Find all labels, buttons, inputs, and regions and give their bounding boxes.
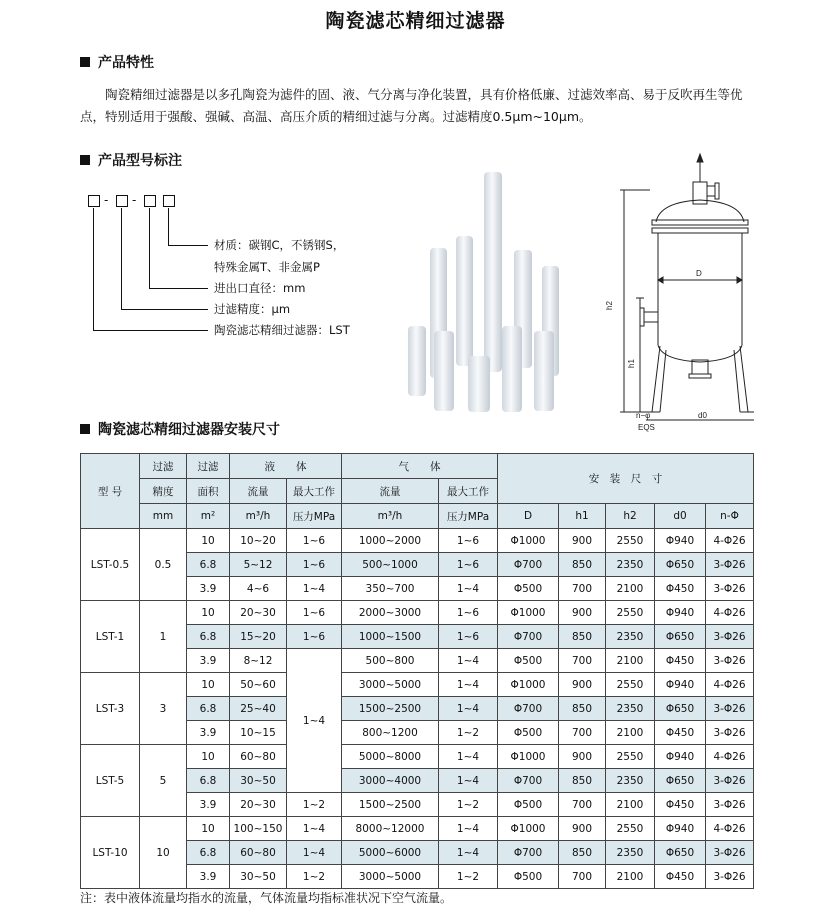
legend-label: 进出口直径：mm xyxy=(214,281,306,295)
cell-gflow: 1500~2500 xyxy=(342,697,439,721)
leader-line xyxy=(121,208,122,309)
header-liquid-pressure-unit: 压力MPa xyxy=(287,504,342,529)
cell-gp: 1~6 xyxy=(439,529,498,553)
cell-gflow: 8000~12000 xyxy=(342,817,439,841)
cell-n: 3-Φ26 xyxy=(706,625,754,649)
cell-lflow: 15~20 xyxy=(230,625,287,649)
model-code-legend xyxy=(88,195,388,340)
cell-h2: 2550 xyxy=(606,745,655,769)
section-heading-text: 产品特性 xyxy=(98,55,154,71)
cell-n: 3-Φ26 xyxy=(706,721,754,745)
header-precision-unit: mm xyxy=(140,504,187,529)
cell-area: 3.9 xyxy=(187,865,230,889)
section-heading-text: 产品型号标注 xyxy=(98,153,182,169)
cell-n: 4-Φ26 xyxy=(706,817,754,841)
cell-d0: Φ450 xyxy=(655,793,706,817)
cell-gflow: 800~1200 xyxy=(342,721,439,745)
header-gas: 气 体 xyxy=(342,454,498,479)
section-heading-text: 陶瓷滤芯精细过滤器安装尺寸 xyxy=(98,422,280,438)
cell-n: 3-Φ26 xyxy=(706,697,754,721)
cell-lp: 1~6 xyxy=(287,601,342,625)
cell-h1: 700 xyxy=(559,721,606,745)
filter-housing-drawing xyxy=(600,150,770,440)
cell-h2: 2350 xyxy=(606,841,655,865)
cell-area: 10 xyxy=(187,817,230,841)
cell-lflow: 10~20 xyxy=(230,529,287,553)
header-d0: d0 xyxy=(655,504,706,529)
leader-line xyxy=(168,245,208,246)
cell-model: LST-10 xyxy=(81,817,140,889)
cell-n: 3-Φ26 xyxy=(706,865,754,889)
leader-line xyxy=(93,330,208,331)
cell-h1: 700 xyxy=(559,865,606,889)
cell-D: Φ500 xyxy=(498,649,559,673)
cell-gp: 1~2 xyxy=(439,793,498,817)
header-area-unit: m² xyxy=(187,504,230,529)
cell-h2: 2100 xyxy=(606,577,655,601)
header-h1: h1 xyxy=(559,504,606,529)
cell-D: Φ500 xyxy=(498,793,559,817)
leader-line xyxy=(93,208,94,330)
cell-area: 10 xyxy=(187,601,230,625)
cell-D: Φ1000 xyxy=(498,817,559,841)
drawing-label-d0: d0 xyxy=(698,411,707,420)
bullet-square-icon xyxy=(80,57,90,67)
cell-lflow: 25~40 xyxy=(230,697,287,721)
page-title: 陶瓷滤芯精细过滤器 xyxy=(325,10,506,32)
cell-liquid-pressure-merged: 1~4 xyxy=(287,649,342,793)
code-dash: - xyxy=(104,193,109,207)
code-box xyxy=(144,195,156,207)
cell-d0: Φ650 xyxy=(655,697,706,721)
table-row xyxy=(81,529,754,553)
cell-h2: 2350 xyxy=(606,769,655,793)
cell-h1: 850 xyxy=(559,841,606,865)
cell-area: 10 xyxy=(187,745,230,769)
cell-gp: 1~2 xyxy=(439,865,498,889)
table-note: 注：表中液体流量均指水的流量，气体流量均指标准状况下空气流量。 xyxy=(80,891,453,905)
cell-h1: 850 xyxy=(559,553,606,577)
drawing-label-eqs: EQS xyxy=(638,423,655,432)
cell-h2: 2100 xyxy=(606,721,655,745)
cell-lp: 1~4 xyxy=(287,841,342,865)
cell-gp: 1~4 xyxy=(439,841,498,865)
cell-gflow: 2000~3000 xyxy=(342,601,439,625)
cell-gp: 1~4 xyxy=(439,697,498,721)
cell-h2: 2550 xyxy=(606,601,655,625)
cell-area: 6.8 xyxy=(187,553,230,577)
table-row xyxy=(81,745,754,769)
cell-gflow: 1500~2500 xyxy=(342,793,439,817)
cell-n: 3-Φ26 xyxy=(706,841,754,865)
cell-D: Φ1000 xyxy=(498,601,559,625)
cell-lp: 1~2 xyxy=(287,793,342,817)
cell-area: 6.8 xyxy=(187,625,230,649)
cell-model: LST-0.5 xyxy=(81,529,140,601)
header-liquid-pressure: 最大工作 xyxy=(287,479,342,504)
cell-h1: 900 xyxy=(559,817,606,841)
cell-h2: 2350 xyxy=(606,625,655,649)
leader-line xyxy=(149,288,208,289)
cell-h1: 900 xyxy=(559,673,606,697)
legend-label: 过滤精度：μm xyxy=(214,302,291,316)
cell-D: Φ500 xyxy=(498,577,559,601)
cell-model: LST-1 xyxy=(81,601,140,673)
header-n: n-Φ xyxy=(706,504,754,529)
section-heading-features xyxy=(80,52,154,72)
cell-area: 3.9 xyxy=(187,577,230,601)
cell-lflow: 5~12 xyxy=(230,553,287,577)
cell-D: Φ700 xyxy=(498,625,559,649)
table-row xyxy=(81,817,754,841)
code-box xyxy=(116,195,128,207)
legend-label: 陶瓷滤芯精细过滤器：LST xyxy=(214,323,350,337)
cell-h2: 2350 xyxy=(606,553,655,577)
bullet-square-icon xyxy=(80,155,90,165)
cell-n: 3-Φ26 xyxy=(706,553,754,577)
cell-d0: Φ940 xyxy=(655,817,706,841)
table-row xyxy=(81,601,754,625)
legend-label: 材质：碳钢C，不锈钢S， xyxy=(214,238,345,252)
cell-lp: 1~2 xyxy=(287,865,342,889)
cell-precision: 10 xyxy=(140,817,187,889)
cell-lp: 1~6 xyxy=(287,553,342,577)
features-paragraph: 陶瓷精细过滤器是以多孔陶瓷为滤件的固、液、气分离与净化装置，具有价格低廉、过滤效率高、易于反吹再生等优点，特别适用于强酸、强碱、高温、高压介质的精细过滤与分离。过滤精度0.5μm~10μm。 xyxy=(80,87,743,124)
cell-D: Φ700 xyxy=(498,769,559,793)
cell-n: 3-Φ26 xyxy=(706,577,754,601)
header-model: 型 号 xyxy=(81,454,140,529)
cell-d0: Φ650 xyxy=(655,841,706,865)
cell-d0: Φ650 xyxy=(655,625,706,649)
cell-d0: Φ450 xyxy=(655,865,706,889)
cell-gp: 1~6 xyxy=(439,601,498,625)
cell-area: 6.8 xyxy=(187,697,230,721)
legend-label: 特殊金属T、非金属P xyxy=(214,260,320,274)
drawing-label-d: D xyxy=(696,269,702,278)
cell-D: Φ700 xyxy=(498,697,559,721)
cell-lflow: 20~30 xyxy=(230,793,287,817)
cell-gp: 1~6 xyxy=(439,625,498,649)
leader-line xyxy=(168,208,169,245)
cell-n: 3-Φ26 xyxy=(706,649,754,673)
cell-model: LST-3 xyxy=(81,673,140,745)
cell-area: 6.8 xyxy=(187,769,230,793)
header-area: 过滤 xyxy=(187,454,230,479)
cell-model: LST-5 xyxy=(81,745,140,817)
table-header-row xyxy=(81,504,754,529)
cell-precision: 5 xyxy=(140,745,187,817)
cell-area: 3.9 xyxy=(187,793,230,817)
cell-d0: Φ450 xyxy=(655,577,706,601)
section-heading-dimensions xyxy=(80,419,280,439)
cell-lp: 1~6 xyxy=(287,625,342,649)
header-liquid-flow: 流量 xyxy=(230,479,287,504)
table-row xyxy=(81,673,754,697)
cell-D: Φ500 xyxy=(498,721,559,745)
bullet-square-icon xyxy=(80,424,90,434)
header-liquid: 液 体 xyxy=(230,454,342,479)
cell-gflow: 3000~4000 xyxy=(342,769,439,793)
cell-h2: 2100 xyxy=(606,649,655,673)
leader-line xyxy=(149,208,150,288)
cell-n: 4-Φ26 xyxy=(706,529,754,553)
cell-lflow: 4~6 xyxy=(230,577,287,601)
cell-area: 3.9 xyxy=(187,721,230,745)
cell-n: 4-Φ26 xyxy=(706,745,754,769)
cell-gflow: 1000~1500 xyxy=(342,625,439,649)
header-D: D xyxy=(498,504,559,529)
code-dash: - xyxy=(132,193,137,207)
header-precision: 精度 xyxy=(140,479,187,504)
cell-h2: 2550 xyxy=(606,529,655,553)
cell-n: 4-Φ26 xyxy=(706,601,754,625)
drawing-label-n: n−φ xyxy=(636,411,651,420)
cell-lflow: 60~80 xyxy=(230,841,287,865)
cell-h1: 700 xyxy=(559,793,606,817)
cell-lflow: 10~15 xyxy=(230,721,287,745)
cell-h1: 850 xyxy=(559,769,606,793)
cell-h2: 2350 xyxy=(606,697,655,721)
leader-line xyxy=(121,309,208,310)
cell-h2: 2100 xyxy=(606,793,655,817)
cell-gflow: 500~800 xyxy=(342,649,439,673)
cell-d0: Φ940 xyxy=(655,601,706,625)
cell-D: Φ1000 xyxy=(498,745,559,769)
header-gas-flow: 流量 xyxy=(342,479,439,504)
cell-D: Φ700 xyxy=(498,553,559,577)
cell-h2: 2100 xyxy=(606,865,655,889)
cell-d0: Φ450 xyxy=(655,649,706,673)
cell-gp: 1~4 xyxy=(439,769,498,793)
cell-n: 3-Φ26 xyxy=(706,793,754,817)
cell-area: 10 xyxy=(187,529,230,553)
cell-h2: 2550 xyxy=(606,817,655,841)
cell-gflow: 1000~2000 xyxy=(342,529,439,553)
cell-lp: 1~4 xyxy=(287,817,342,841)
cell-gflow: 500~1000 xyxy=(342,553,439,577)
header-liquid-flow-unit: m³/h xyxy=(230,504,287,529)
cell-D: Φ500 xyxy=(498,865,559,889)
header-h2: h2 xyxy=(606,504,655,529)
cell-lflow: 30~50 xyxy=(230,769,287,793)
cell-gp: 1~4 xyxy=(439,745,498,769)
cell-gp: 1~2 xyxy=(439,721,498,745)
cell-gp: 1~4 xyxy=(439,577,498,601)
cell-gflow: 5000~6000 xyxy=(342,841,439,865)
cell-D: Φ1000 xyxy=(498,529,559,553)
cell-gp: 1~4 xyxy=(439,817,498,841)
cell-h1: 900 xyxy=(559,601,606,625)
cell-gp: 1~4 xyxy=(439,673,498,697)
cell-n: 4-Φ26 xyxy=(706,673,754,697)
cell-lflow: 60~80 xyxy=(230,745,287,769)
cell-h2: 2550 xyxy=(606,673,655,697)
cell-h1: 700 xyxy=(559,577,606,601)
cell-h1: 850 xyxy=(559,625,606,649)
cell-lflow: 8~12 xyxy=(230,649,287,673)
cell-d0: Φ650 xyxy=(655,769,706,793)
cell-n: 3-Φ26 xyxy=(706,769,754,793)
cell-gflow: 3000~5000 xyxy=(342,865,439,889)
dimensions-table xyxy=(80,453,754,889)
header-gas-pressure-unit: 压力MPa xyxy=(439,504,498,529)
cell-D: Φ1000 xyxy=(498,673,559,697)
cell-gflow: 5000~8000 xyxy=(342,745,439,769)
cell-lp: 1~6 xyxy=(287,529,342,553)
cell-h1: 700 xyxy=(559,649,606,673)
header-gas-pressure: 最大工作 xyxy=(439,479,498,504)
cell-lflow: 20~30 xyxy=(230,601,287,625)
cell-area: 10 xyxy=(187,673,230,697)
cell-area: 6.8 xyxy=(187,841,230,865)
code-box xyxy=(163,195,175,207)
cell-gp: 1~6 xyxy=(439,553,498,577)
cell-lflow: 30~50 xyxy=(230,865,287,889)
cell-h1: 900 xyxy=(559,745,606,769)
drawing-label-h2: h2 xyxy=(605,301,614,310)
cell-gflow: 3000~5000 xyxy=(342,673,439,697)
cell-gflow: 350~700 xyxy=(342,577,439,601)
code-box xyxy=(88,195,100,207)
header-precision: 过滤 xyxy=(140,454,187,479)
cell-d0: Φ650 xyxy=(655,553,706,577)
cell-lflow: 50~60 xyxy=(230,673,287,697)
cell-h1: 850 xyxy=(559,697,606,721)
cell-h1: 900 xyxy=(559,529,606,553)
drawing-label-h1: h1 xyxy=(627,359,636,368)
cell-lp: 1~4 xyxy=(287,577,342,601)
ceramic-filter-cartridges-photo xyxy=(398,166,588,416)
cell-d0: Φ940 xyxy=(655,673,706,697)
cell-lflow: 100~150 xyxy=(230,817,287,841)
table-header-row xyxy=(81,454,754,479)
cell-gp: 1~4 xyxy=(439,649,498,673)
header-area: 面积 xyxy=(187,479,230,504)
cell-precision: 0.5 xyxy=(140,529,187,601)
cell-d0: Φ940 xyxy=(655,745,706,769)
cell-precision: 3 xyxy=(140,673,187,745)
header-install: 安 装 尺 寸 xyxy=(498,454,754,504)
header-gas-flow-unit: m³/h xyxy=(342,504,439,529)
cell-area: 3.9 xyxy=(187,649,230,673)
cell-d0: Φ940 xyxy=(655,529,706,553)
section-heading-model xyxy=(80,150,182,170)
cell-d0: Φ450 xyxy=(655,721,706,745)
cell-D: Φ700 xyxy=(498,841,559,865)
cell-precision: 1 xyxy=(140,601,187,673)
